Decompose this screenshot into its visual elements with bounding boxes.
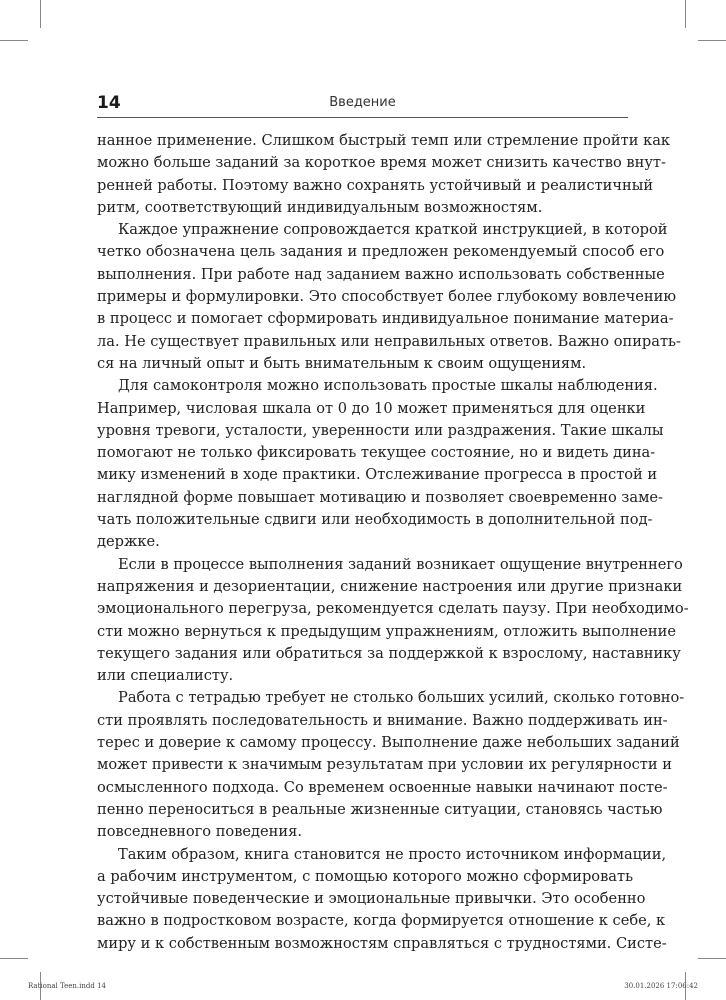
text-line: нанное применение. Слишком быстрый темп или стремление пройти как bbox=[97, 132, 671, 149]
text-line: терес и доверие к самому процессу. Выполнение даже небольших заданий bbox=[97, 734, 680, 752]
section-title: Введение bbox=[329, 95, 396, 110]
crop-mark bbox=[698, 958, 726, 959]
paragraph bbox=[97, 375, 664, 553]
text-line: Для самоконтроля можно использовать простые шкалы наблюдения. bbox=[118, 377, 658, 395]
text-line: четко обозначена цель задания и предложен рекомендуемый способ его bbox=[97, 243, 665, 261]
text-line: может привести к значимым результатам при условии их регулярности и bbox=[97, 756, 672, 774]
text-line: мику изменений в ходе практики. Отслеживание прогресса в простой и bbox=[97, 466, 658, 484]
crop-mark bbox=[0, 40, 28, 41]
text-line: важно в подростковом возрасте, когда формируется отношение к себе, к bbox=[97, 912, 666, 930]
text-line: в процесс и помогает сформировать индивидуальное понимание материа- bbox=[97, 310, 674, 328]
text-line: повседневного поведения. bbox=[97, 823, 302, 841]
text-line: примеры и формулировки. Это способствует более глубокому вовлечению bbox=[97, 288, 677, 306]
text-line: ла. Не существует правильных или неправильных ответов. Важно опирать- bbox=[97, 332, 681, 350]
text-line: напряжения и дезориентации, снижение настроения или другие признаки bbox=[97, 577, 683, 595]
text-line: сти проявлять последовательность и внимание. Важно поддерживать ин- bbox=[97, 711, 668, 729]
text-line: помогают не только фиксировать текущее состояние, но и видеть дина- bbox=[97, 444, 656, 462]
text-line: Работа с тетрадью требует не столько больших усилий, сколько готовно- bbox=[118, 689, 685, 707]
text-line: держке. bbox=[97, 533, 160, 551]
body-text bbox=[97, 130, 689, 955]
text-line: Таким образом, книга становится не просто источником информации, bbox=[118, 845, 667, 863]
text-line: выполнения. При работе над заданием важно использовать собственные bbox=[97, 265, 665, 283]
text-line: сти можно вернуться к предыдущим упражнениям, отложить выполнение bbox=[97, 622, 677, 640]
text-line: пенно переноситься в реальные жизненные ситуации, становясь частью bbox=[97, 800, 663, 818]
text-line: чать положительные сдвиги или необходимость в дополнительной под- bbox=[97, 511, 653, 529]
paragraph bbox=[97, 844, 667, 955]
text-line: а рабочим инструментом, с помощью которого можно сформировать bbox=[97, 867, 634, 885]
text-line: наглядной форме повышает мотивацию и позволяет своевременно заме- bbox=[97, 488, 663, 506]
crop-mark bbox=[0, 958, 28, 959]
page-number: 14 bbox=[97, 93, 121, 113]
crop-mark bbox=[685, 0, 686, 28]
text-line: текущего задания или обратиться за поддержкой к взрослому, наставнику bbox=[97, 644, 681, 662]
text-line: ритм, соответствующий индивидуальным возможностям. bbox=[97, 198, 543, 216]
crop-mark bbox=[40, 0, 41, 28]
text-line: осмысленного подхода. Со временем освоенные навыки начинают посте- bbox=[97, 778, 668, 796]
text-line: Например, числовая шкала от 0 до 10 может применяться для оценки bbox=[97, 399, 646, 417]
text-line: устойчивые поведенческие и эмоциональные привычки. Это особенно bbox=[97, 890, 646, 908]
slug-file-info: Rational Teen.indd 14 bbox=[28, 982, 107, 990]
paragraph bbox=[97, 130, 671, 219]
text-line: ренней работы. Поэтому важно сохранять устойчивый и реалистичный bbox=[97, 176, 654, 194]
text-line: ся на личный опыт и быть внимательным к своим ощущениям. bbox=[97, 354, 587, 372]
crop-mark bbox=[698, 40, 726, 41]
text-line: уровня тревоги, усталости, уверенности или раздражения. Такие шкалы bbox=[97, 421, 664, 439]
text-line: эмоционального перегруза, рекомендуется сделать паузу. При необходимо- bbox=[97, 600, 689, 618]
paragraph bbox=[97, 219, 681, 375]
text-line: Если в процессе выполнения заданий возникает ощущение внутреннего bbox=[118, 555, 683, 573]
text-line: или специалисту. bbox=[97, 667, 234, 685]
text-line: можно больше заданий за короткое время может снизить качество внут- bbox=[97, 154, 666, 172]
slug-timestamp: 30.01.2026 17:06:42 bbox=[624, 982, 698, 990]
text-line: миру и к собственным возможностям справляться с трудностями. Систе- bbox=[97, 934, 667, 952]
text-line: Каждое упражнение сопровождается краткой инструкцией, в которой bbox=[118, 221, 668, 239]
paragraph bbox=[97, 554, 689, 688]
paragraph bbox=[97, 687, 685, 843]
header-rule bbox=[97, 117, 628, 118]
running-header bbox=[97, 92, 628, 118]
